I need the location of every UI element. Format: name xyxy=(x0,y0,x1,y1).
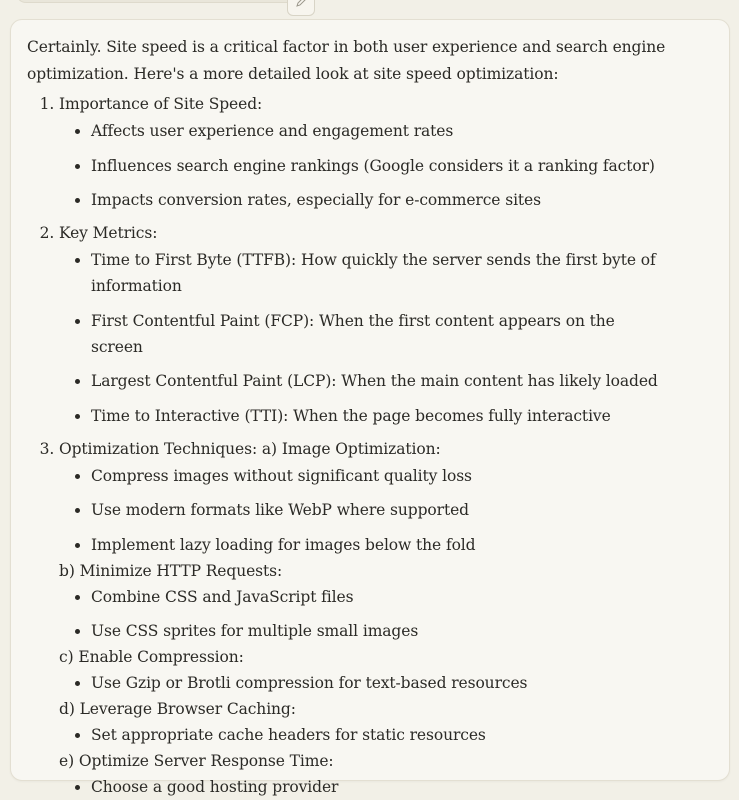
section-title: Key Metrics: xyxy=(59,224,157,242)
bullet-item: • Compress images without significant quality loss xyxy=(91,463,667,489)
bullet-list xyxy=(59,584,667,645)
subsection-title: d) Leverage Browser Caching: xyxy=(59,696,667,722)
bullet-list xyxy=(59,118,667,213)
subsection-title: c) Enable Compression: xyxy=(59,644,667,670)
section-item xyxy=(59,220,667,429)
section-title: Importance of Site Speed: xyxy=(59,95,262,113)
subsection-title: b) Minimize HTTP Requests: xyxy=(59,558,667,584)
bullet-item: • Time to First Byte (TTFB): How quickly the server sends the first byte of information xyxy=(91,247,667,299)
bullet-item: • Set appropriate cache headers for static resources xyxy=(91,722,667,748)
bullet-item: • Use Gzip or Brotli compression for text-based resources xyxy=(91,670,667,696)
subsection xyxy=(59,696,667,748)
previous-message-bubble xyxy=(16,0,308,3)
bullet-list xyxy=(59,722,667,748)
bullet-item: • Largest Contentful Paint (LCP): When the main content has likely loaded xyxy=(91,368,667,394)
subsection xyxy=(59,748,667,800)
bullet-item: • Impacts conversion rates, especially for e-commerce sites xyxy=(91,187,667,213)
bullet-list xyxy=(59,774,667,800)
subsection xyxy=(59,644,667,696)
bullet-item: • Choose a good hosting provider xyxy=(91,774,667,800)
bullet-list xyxy=(59,247,667,429)
bullet-item: • Combine CSS and JavaScript files xyxy=(91,584,667,610)
bullet-item: • Use modern formats like WebP where supported xyxy=(91,497,667,523)
subsection xyxy=(59,558,667,645)
bullet-item: • Use CSS sprites for multiple small images xyxy=(91,618,667,644)
message-content xyxy=(27,34,667,800)
sections-list xyxy=(27,91,667,800)
bullet-item: • First Contentful Paint (FCP): When the first content appears on the screen xyxy=(91,308,667,360)
section-item xyxy=(59,436,667,800)
bullet-item: • Influences search engine rankings (Google considers it a ranking factor) xyxy=(91,153,667,179)
pencil-icon xyxy=(295,0,307,8)
bullet-item: • Implement lazy loading for images below the fold xyxy=(91,532,667,558)
section-title: Optimization Techniques: a) Image Optimization: xyxy=(59,440,441,458)
bullet-list xyxy=(59,463,667,558)
bullet-item: • Time to Interactive (TTI): When the page becomes fully interactive xyxy=(91,403,667,429)
bullet-item: • Affects user experience and engagement rates xyxy=(91,118,667,144)
edit-message-button[interactable] xyxy=(287,0,315,16)
bullet-list xyxy=(59,670,667,696)
subsection-title: e) Optimize Server Response Time: xyxy=(59,748,667,774)
intro-paragraph: Certainly. Site speed is a critical factor in both user experience and search engine optimization. Here's a more detailed look at site speed optimization: xyxy=(27,34,667,88)
assistant-message-card xyxy=(10,19,730,781)
section-item xyxy=(59,91,667,213)
